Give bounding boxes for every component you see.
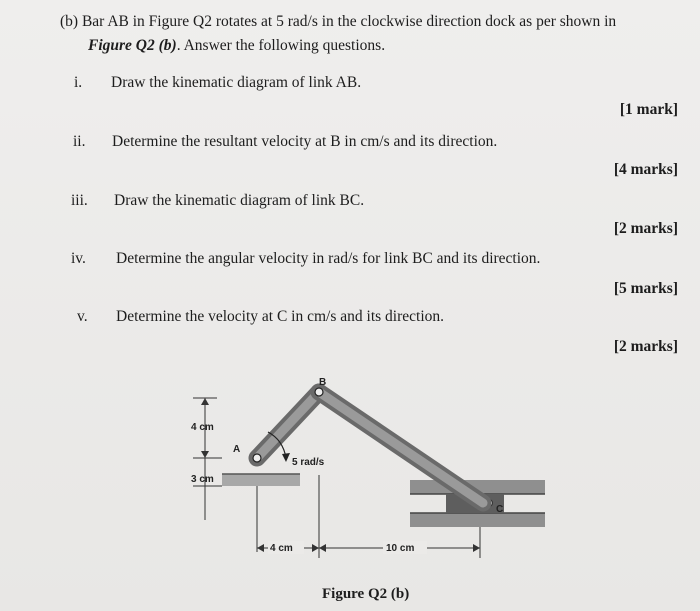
label-omega: 5 rad/s [292, 457, 325, 468]
figure-caption: Figure Q2 (b) [322, 586, 410, 602]
question-number: ii. [73, 133, 86, 150]
question-text: Draw the kinematic diagram of link AB. [111, 74, 362, 91]
question-text: Determine the angular velocity in rad/s for link BC and its direction. [116, 250, 541, 267]
ground-block-a [222, 474, 300, 486]
question-text: Draw the kinematic diagram of link BC. [114, 192, 365, 209]
label-dim-3cm-vertical: 3 cm [191, 474, 214, 485]
question-number: iv. [71, 250, 86, 267]
intro-line-2-rest: . Answer the following questions. [176, 37, 386, 54]
label-b: B [319, 377, 327, 388]
pin-b [315, 388, 323, 396]
question-marks: [4 marks] [613, 161, 678, 178]
label-a: A [233, 444, 241, 455]
question-marks: [2 marks] [613, 338, 678, 355]
pin-a [253, 454, 261, 462]
question-marks: [2 marks] [613, 220, 678, 237]
question-number: v. [77, 308, 88, 325]
question-marks: [1 mark] [619, 101, 678, 118]
intro-line-1: (b) Bar AB in Figure Q2 rotates at 5 rad/s in the clockwise direction dock as per shown in [60, 13, 617, 30]
figure-reference: Figure Q2 (b) [88, 37, 177, 54]
label-dim-10cm-horizontal: 10 cm [386, 543, 415, 554]
label-dim-4cm-horizontal: 4 cm [270, 543, 293, 554]
slider-lower-rail [410, 513, 545, 527]
question-number: i. [74, 74, 83, 91]
question-text: Determine the resultant velocity at B in cm/s and its direction. [112, 133, 498, 150]
label-c: C [496, 504, 504, 515]
question-text: Determine the velocity at C in cm/s and its direction. [116, 308, 444, 325]
label-dim-4cm-vertical: 4 cm [191, 422, 214, 433]
question-marks: [5 marks] [613, 280, 678, 297]
question-number: iii. [71, 192, 88, 209]
